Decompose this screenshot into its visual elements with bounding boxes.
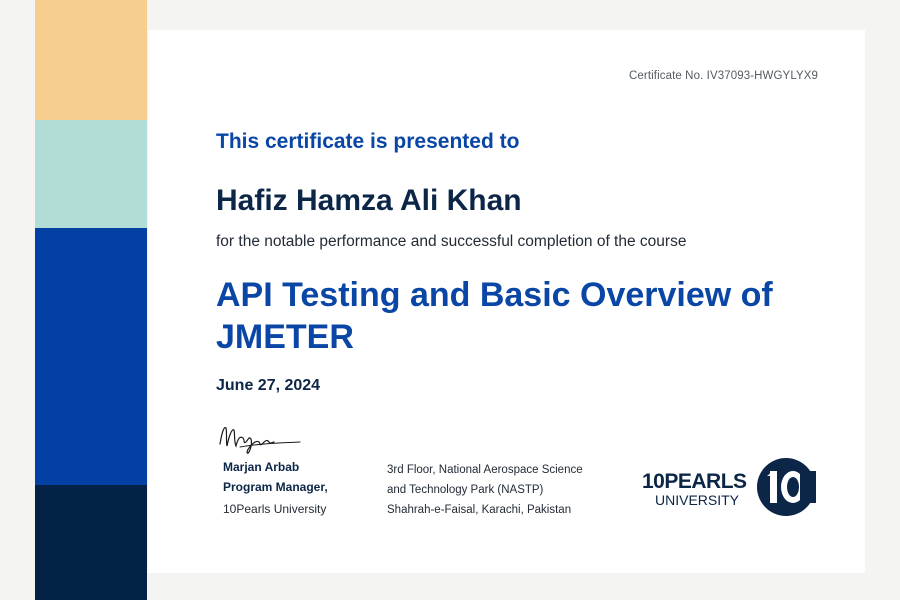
address-line: Shahrah-e-Faisal, Karachi, Pakistan (387, 504, 572, 516)
logo-wordmark: 10PEARLS (642, 470, 747, 493)
completion-description: for the notable performance and successful completion of the course (216, 233, 687, 250)
stripe-blue (35, 228, 147, 485)
certificate-number: Certificate No. IV37093-HWGYLYX9 (629, 70, 818, 82)
address-line: 3rd Floor, National Aerospace Science (387, 464, 583, 476)
stripe-yellow (35, 0, 147, 120)
recipient-name: Hafiz Hamza Ali Khan (216, 184, 522, 217)
decorative-color-stripes (35, 0, 147, 600)
10pearls-university-logo (642, 456, 822, 520)
stripe-navy (35, 485, 147, 600)
presented-heading: This certificate is presented to (216, 130, 520, 153)
course-title: API Testing and Basic Overview of JMETER (216, 276, 773, 356)
signatory-organization: 10Pearls University (223, 502, 327, 516)
signature-image (216, 422, 306, 456)
signatory-title: Program Manager, (223, 480, 328, 494)
address-line: and Technology Park (NASTP) (387, 484, 544, 496)
logo-subtitle: UNIVERSITY (655, 492, 740, 508)
stripe-mint (35, 120, 147, 228)
completion-date: June 27, 2024 (216, 377, 321, 394)
signatory-name: Marjan Arbab (223, 460, 300, 474)
address-block (387, 460, 583, 520)
certificate-card (148, 30, 865, 573)
logo-10-mark-icon (756, 457, 816, 517)
